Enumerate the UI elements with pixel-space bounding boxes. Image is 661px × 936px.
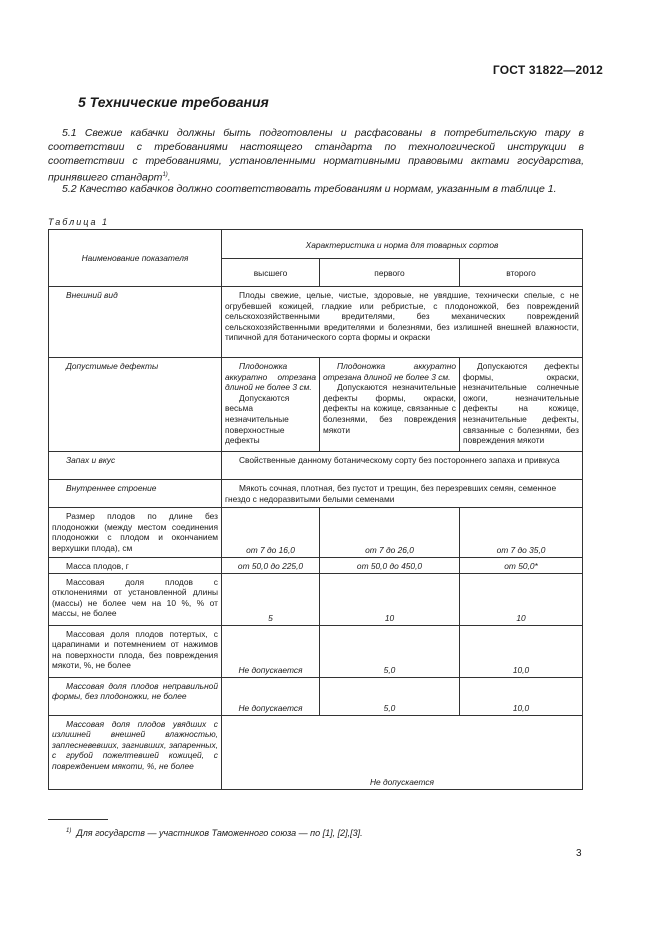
row-value-mass-first: от 50,0 до 450,0 xyxy=(320,558,460,574)
table-row xyxy=(49,358,583,452)
table-row xyxy=(49,558,583,574)
table-row xyxy=(49,480,583,508)
defects-premium-stalk: Плодоножка аккуратно отрезана длиной не более 3 см. xyxy=(225,361,316,393)
row-value-size-premium: от 7 до 16,0 xyxy=(222,508,320,558)
table-label: Таблица 1 xyxy=(48,217,110,227)
row-name-size: Размер плодов по длине без плодоножки (между местом соединения плодоножки с плодом и окончанием верхушки плода), см xyxy=(49,508,222,558)
row-name-wilted: Массовая доля плодов увядших с излишней внешней влажностью, заплесневевших, загнивших, запаренных, с грубой пожелтевшей кожицей, с повреждением мякоти, %, не более xyxy=(49,715,222,789)
row-value-deviation-first: 10 xyxy=(320,573,460,625)
row-value-irregular-first: 5,0 xyxy=(320,677,460,715)
table-row xyxy=(49,452,583,480)
document-code: ГОСТ 31822—2012 xyxy=(492,63,603,77)
defects-first-stalk: Плодоножка аккуратно отрезана длиной не более 3 см. xyxy=(323,361,456,382)
row-value-mass-second: от 50,0* xyxy=(460,558,583,574)
row-value-defects-second: Допускаются дефекты формы, окраски, незначительные солнечные ожоги, незначительные дефекты на кожице, незначительные дефекты, связанные с болезнями, без повреждения мякоти xyxy=(460,358,583,452)
row-name-internal: Внутреннее строение xyxy=(49,480,222,508)
footnote xyxy=(66,828,363,838)
row-value-size-first: от 7 до 26,0 xyxy=(320,508,460,558)
row-value-mass-premium: от 50,0 до 225,0 xyxy=(222,558,320,574)
row-value-wilted: Не допускается xyxy=(222,715,583,789)
header-grade-second: второго xyxy=(460,259,583,287)
row-name-deviation: Массовая доля плодов с отклонениями от установленной длины (массы) не более чем на 10 %, % от массы, не более xyxy=(49,573,222,625)
row-value-defects-premium xyxy=(222,358,320,452)
header-grade-group: Характеристика и норма для товарных сортов xyxy=(222,230,583,259)
row-value-deviation-second: 10 xyxy=(460,573,583,625)
row-name-mass: Масса плодов, г xyxy=(49,558,222,574)
row-value-scratched-first: 5,0 xyxy=(320,625,460,677)
row-value-appearance: Плоды свежие, целые, чистые, здоровые, не увядшие, технически спелые, с не огрубевшей кожицей, гладкие или ребристые, с плодоножкой, без повреждений сельскохозяйственными вредителями, без механических повреждений сельскохозяйственными вредителями и болезнями, без излишней внешней влажности, типичной для ботанического сорта формы и окраски xyxy=(222,287,583,358)
header-grade-first: первого xyxy=(320,259,460,287)
row-name-irregular: Массовая доля плодов неправильной формы, без плодоножки, не более xyxy=(49,677,222,715)
row-value-irregular-second: 10,0 xyxy=(460,677,583,715)
footnote-text: Для государств — участников Таможенного союза — по [1], [2],[3]. xyxy=(76,828,363,838)
footnote-reference: 1) xyxy=(162,172,168,178)
table-row xyxy=(49,508,583,558)
table-header-row xyxy=(49,230,583,259)
table-row xyxy=(49,677,583,715)
paragraph-5-1: 5.1 Свежие кабачки должны быть подготовлены и расфасованы в потребительскую тару в соответствии с требованиями настоящего стандарта по технологической инструкции в соответствии с требованиями, установленными нормативными правовыми актами государства, принявшего стандарт$^{1)}$. xyxy=(48,127,584,184)
page-number: 3 xyxy=(576,848,582,859)
table-row xyxy=(49,715,583,789)
table-row xyxy=(49,287,583,358)
row-name-smell: Запах и вкус xyxy=(49,452,222,480)
row-value-irregular-premium: Не допускается xyxy=(222,677,320,715)
row-value-size-second: от 7 до 35,0 xyxy=(460,508,583,558)
paragraph-5-1-text: 5.1 Свежие кабачки должны быть подготовлены и расфасованы в потребительскую тару в соответствии с требованиями настоящего стандарта по технологической инструкции в соответствии с требованиями, установленными нормативными правовыми актами государства, принявшего стандарт xyxy=(48,127,584,184)
table-row xyxy=(49,625,583,677)
defects-first-allowed: Допускаются незначительные дефекты формы, окраски, дефекты на кожице, связанные с болезнями, без повреждения мякоти xyxy=(323,382,456,435)
row-value-internal: Мякоть сочная, плотная, без пустот и трещин, без перезревших семян, семенное гнездо с недоразвитыми белыми семенами xyxy=(222,480,583,508)
defects-premium-allowed: Допускаются весьма незначительные поверхностные дефекты xyxy=(225,392,290,446)
section-title: 5 Технические требования xyxy=(78,94,269,110)
row-value-defects-first xyxy=(320,358,460,452)
row-name-scratched: Массовая доля плодов потертых, с царапинами и потемнением от нажимов на поверхности плода, без повреждения мякоти, %, не более xyxy=(49,625,222,677)
table-row xyxy=(49,573,583,625)
footnote-divider xyxy=(48,819,108,820)
header-indicator-name: Наименование показателя xyxy=(49,230,222,287)
quality-table xyxy=(48,229,583,790)
row-value-deviation-premium: 5 xyxy=(222,573,320,625)
row-value-smell: Свойственные данному ботаническому сорту без постороннего запаха и привкуса xyxy=(222,452,583,480)
footnote-mark: 1) xyxy=(66,828,72,834)
row-value-scratched-second: 10,0 xyxy=(460,625,583,677)
paragraph-5-2: 5.2 Качество кабачков должно соответствовать требованиям и нормам, указанным в таблице 1. xyxy=(62,183,557,195)
row-name-appearance: Внешний вид xyxy=(49,287,222,358)
header-grade-premium: высшего xyxy=(222,259,320,287)
row-name-defects: Допустимые дефекты xyxy=(49,358,222,452)
row-value-scratched-premium: Не допускается xyxy=(222,625,320,677)
